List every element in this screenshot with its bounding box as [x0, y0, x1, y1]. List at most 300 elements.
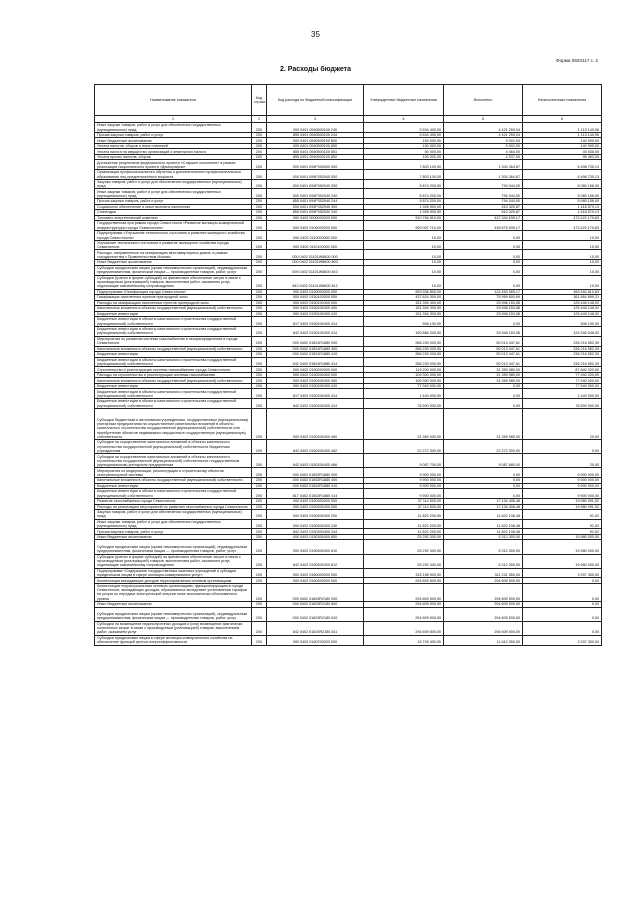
table-row — [95, 265, 602, 275]
row-classification: 000 0402 0150300400 000 — [267, 504, 364, 510]
row-classification: 842 0402 01603R2180 811 — [267, 621, 364, 635]
row-remaining: 236 216 552,39 — [523, 357, 602, 367]
row-code: 200 — [252, 189, 267, 199]
row-name: Иные закупки товаров, работ и услуг для обеспечения государственных (муниципальных) нужд — [95, 519, 252, 529]
row-code: 200 — [252, 399, 267, 409]
row-approved: 77 940 000,00 — [364, 383, 444, 389]
header-code: Код строки — [252, 85, 267, 116]
page-number: 35 — [311, 30, 320, 39]
row-code: 200 — [252, 454, 267, 468]
table-row — [95, 336, 602, 346]
row-classification: 000 0402 0110100000 000 — [267, 240, 364, 250]
row-executed: 294 609 500,00 — [444, 621, 523, 635]
row-remaining: 140 999,00 — [523, 143, 602, 149]
row-name: Бюджетные инвестиции в объекты капитального строительства государственной (муниципальной) собственности — [95, 317, 252, 327]
row-executed: 31 359 980,00 — [444, 367, 523, 373]
row-executed: 9 087 680,00 — [444, 454, 523, 468]
row-code: 200 — [252, 568, 267, 578]
row-executed: 510 320,87 — [444, 210, 523, 216]
row-code: 200 — [252, 378, 267, 384]
row-name: Мероприятия по модернизации, реконструкции и строительству объектов газотранспортной системы — [95, 468, 252, 478]
row-classification: 000 0402 0150100400 000 — [267, 300, 364, 306]
expenses-table — [94, 84, 602, 646]
table-row — [95, 440, 602, 454]
row-code: 200 — [252, 478, 267, 484]
row-classification: 000 0402 01502R1880 410 — [267, 483, 364, 489]
table-body — [95, 123, 602, 646]
row-name: Уплата налога на имущество организаций и земельного налога — [95, 149, 252, 155]
row-executed: 17 134 408,48 — [444, 504, 523, 510]
row-executed: 437 344 639,17 — [444, 215, 523, 221]
row-code: 200 — [252, 372, 267, 378]
row-approved: 286 230 000,00 — [364, 346, 444, 352]
row-classification: 000 0402 0100000000 000 — [267, 221, 364, 231]
row-classification: 000 0402 01501R1880 000 — [267, 336, 364, 346]
row-code: 200 — [252, 540, 267, 554]
row-classification: 000 0401 094P352940 200 — [267, 179, 364, 189]
row-name: Иные бюджетные ассигнования — [95, 534, 252, 540]
row-remaining: 19 980 091,52 — [523, 499, 602, 505]
row-name: Бюджетные инвестиции в объекты капитального строительства государственной (муниципальной) собственности — [95, 489, 252, 499]
row-approved: 25 292 300,00 — [364, 534, 444, 540]
table-row — [95, 408, 602, 439]
row-name: Расходы на реализацию мероприятий по развитию газоснабжения города Севастополя — [95, 504, 252, 510]
row-executed: 0,00 — [444, 478, 523, 484]
row-name: Государственная программа города Севастополя «Развитие жилищно-коммунальной инфраструктуры города Севастополя» — [95, 221, 252, 231]
row-executed: 75 959 600,69 — [444, 295, 523, 301]
row-name: Уплата прочих налогов, сборов — [95, 154, 252, 160]
row-classification: 000 0402 0150200400 410 — [267, 383, 364, 389]
row-remaining: 236 216 552,39 — [523, 346, 602, 352]
row-code: 200 — [252, 317, 267, 327]
row-executed: 11 822 108,48 — [444, 529, 523, 535]
row-approved: 286 230 000,00 — [364, 357, 444, 367]
row-classification: 000 0402 0150300400 810 — [267, 540, 364, 554]
row-classification: 000 0402 0150000000 000 — [267, 289, 364, 295]
row-classification: 000 0402 0150100400 400 — [267, 306, 364, 312]
row-remaining: 236 216 552,39 — [523, 352, 602, 358]
row-approved: 109 300 000,00 — [364, 372, 444, 378]
row-name: Иные бюджетные ассигнования — [95, 260, 252, 266]
row-executed: 294 609 500,00 — [444, 602, 523, 608]
row-name: Улучшение технического состояния и развитие жилищного хозяйства города Севастополя — [95, 240, 252, 250]
row-classification: 000 0402 0150300000 000 — [267, 499, 364, 505]
row-executed: 0,00 — [444, 383, 523, 389]
row-code: 200 — [252, 504, 267, 510]
row-remaining: 125 448 146,92 — [523, 306, 602, 312]
row-name: Бюджетные инвестиции — [95, 483, 252, 489]
row-remaining: 3 937 350,00 — [523, 568, 602, 578]
row-executed: 4 537,00 — [444, 154, 523, 160]
row-classification: 842 0402 0150100400 414 — [267, 326, 364, 336]
row-approved: 5 874 200,00 — [364, 199, 444, 205]
row-executed: 0,00 — [444, 250, 523, 260]
row-executed: 9 001,00 — [444, 143, 523, 149]
row-approved: 10,00 — [364, 240, 444, 250]
row-code: 200 — [252, 143, 267, 149]
row-remaining: 19 980 091,52 — [523, 504, 602, 510]
table-row — [95, 357, 602, 367]
row-remaining: 91,52 — [523, 529, 602, 535]
table-row — [95, 554, 602, 568]
row-classification: 000 0401 0940500100 800 — [267, 138, 364, 144]
row-approved: 1 928 900,00 — [364, 204, 444, 210]
row-classification: 000 0401 0940500100 240 — [267, 123, 364, 133]
row-remaining: 77 940 020,00 — [523, 372, 602, 378]
row-approved: 11 822 200,00 — [364, 529, 444, 535]
row-executed: 794 044,00 — [444, 189, 523, 199]
row-classification: 855 0401 094P352940 244 — [267, 199, 364, 205]
row-executed: 50 013 447,61 — [444, 352, 523, 358]
row-approved: 150 000,00 — [364, 138, 444, 144]
row-executed: 0,00 — [444, 265, 523, 275]
row-name: Иные бюджетные ассигнования — [95, 138, 252, 144]
row-classification: 000 0401 094P352940 240 — [267, 189, 364, 199]
row-name: Компенсация выпадающих доходов территориальным сетевым организациям — [95, 578, 252, 584]
row-code: 200 — [252, 123, 267, 133]
row-name: Подпрограмма «Газификация города Севастополя» — [95, 289, 252, 295]
row-classification: 000 0402 01501R1880 400 — [267, 346, 364, 352]
row-executed: 17 134 408,48 — [444, 499, 523, 505]
row-executed: 510 320,87 — [444, 204, 523, 210]
row-executed: 11 822 108,48 — [444, 510, 523, 520]
table-row — [95, 123, 602, 133]
row-approved: 10,00 — [364, 231, 444, 241]
row-classification: 842 0402 0150200400 414 — [267, 399, 364, 409]
table-row — [95, 389, 602, 399]
row-approved: 7 803 100,00 — [364, 170, 444, 180]
row-code: 200 — [252, 489, 267, 499]
row-name: Подпрограмма «Содержание государственных казенных учреждений и субсидии юридическим лицам в сфере жилищно-коммунальных услуг» — [95, 568, 252, 578]
row-name: Закупка товаров, работ и услуг для обеспечения государственных (муниципальных) нужд — [95, 179, 252, 189]
row-approved: 31 360 000,00 — [364, 408, 444, 439]
row-executed: 5 312 300,00 — [444, 540, 523, 554]
row-name: Субсидии юридическим лицам (кроме некоммерческих организаций), индивидуальным предпринимателям, физическим лицам — производителям товаров, работ, услуг — [95, 265, 252, 275]
row-code: 200 — [252, 529, 267, 535]
row-executed: 0,00 — [444, 468, 523, 478]
row-remaining: 9 900 000,00 — [523, 468, 602, 478]
row-code: 200 — [252, 210, 267, 216]
row-approved: 294 609 500,00 — [364, 583, 444, 601]
row-name: Прочая закупка товаров, работ и услуг — [95, 199, 252, 205]
row-code: 200 — [252, 352, 267, 358]
row-executed: 0,00 — [444, 260, 523, 266]
row-executed: 31 359 980,00 — [444, 378, 523, 384]
table-row — [95, 250, 602, 260]
row-remaining: 508 100,00 — [523, 317, 602, 327]
table-row — [95, 326, 602, 336]
row-approved: 76 500 000,00 — [364, 399, 444, 409]
row-approved: 286 230 000,00 — [364, 352, 444, 358]
row-remaining: 77 940 000,00 — [523, 383, 602, 389]
row-remaining: 76 500 000,00 — [523, 399, 602, 409]
row-executed: 311 221 550,00 — [444, 568, 523, 578]
row-name: Субсидии (гранты в форме субсидий) на финансовое обеспечение затрат в связи с производством (реализацией) товаров, выполнением работ, оказанием услуг, подлежащие казначейскому сопровождению — [95, 275, 252, 289]
row-code: 200 — [252, 357, 267, 367]
row-remaining: 5 080 156,00 — [523, 189, 602, 199]
row-name: Субсидии на осуществление капитальных вложений в объекты капитального строительства государственной (муниципальной) собственности государственным (муниципальным) унитарным предприятиям — [95, 454, 252, 468]
row-executed: 11 812 050,00 — [444, 635, 523, 645]
row-classification: 842 0402 0150300400 244 — [267, 529, 364, 535]
row-remaining: 125 448 146,92 — [523, 311, 602, 317]
row-name: Иные бюджетные ассигнования — [95, 602, 252, 608]
row-classification: 000 0402 01101W8600 000 — [267, 250, 364, 260]
row-remaining: 361 664 699,31 — [523, 295, 602, 301]
row-remaining: 140 999,00 — [523, 138, 602, 144]
row-approved: 11 822 200,00 — [364, 510, 444, 520]
row-remaining: 6 498 735,13 — [523, 160, 602, 170]
column-index: 5 — [444, 116, 523, 123]
row-executed: 5 312 300,00 — [444, 554, 523, 568]
column-index: 2 — [252, 116, 267, 123]
row-name: Строительство и реконструкция системы газоснабжения города Севастополя — [95, 367, 252, 373]
row-executed: 50 013 447,61 — [444, 357, 523, 367]
row-name: Социальное обеспечение и иные выплаты населению — [95, 204, 252, 210]
row-approved: 151 394 300,00 — [364, 306, 444, 312]
row-name: Газификация населенных пунктов пригородной зоны — [95, 295, 252, 301]
row-executed: 124 453 989,17 — [444, 289, 523, 295]
row-name: Капитальные вложения в объекты государственной (муниципальной) собственности — [95, 478, 252, 484]
row-code: 200 — [252, 483, 267, 489]
row-code: 200 — [252, 221, 267, 231]
table-row — [95, 621, 602, 635]
row-remaining: 19 980 000,00 — [523, 540, 602, 554]
row-name: Субсидии юридическим лицам в сфере жилищно-коммунального хозяйства на обеспечение функций центра энергоэффективности — [95, 635, 252, 645]
row-name: Капитальные вложения в объекты государственной (муниципальной) собственности — [95, 346, 252, 352]
row-name: Субсидии (гранты в форме субсидий) на финансовое обеспечение затрат в связи с производством (реализацией) товаров, выполнением работ, оказанием услуг, подлежащие казначейскому сопровождению — [95, 554, 252, 568]
row-executed: 25 946 153,08 — [444, 306, 523, 312]
row-executed: 294 609 500,00 — [444, 578, 523, 584]
row-remaining: 1 418 579,13 — [523, 204, 602, 210]
row-code: 200 — [252, 240, 267, 250]
row-code: 200 — [252, 275, 267, 289]
column-index: 4 — [364, 116, 444, 123]
row-code: 200 — [252, 300, 267, 306]
row-code: 200 — [252, 602, 267, 608]
row-classification: 000 0402 0150300400 200 — [267, 510, 364, 520]
row-code: 200 — [252, 204, 267, 210]
table-row — [95, 399, 602, 409]
table-row — [95, 583, 602, 601]
row-name: Иные закупки товаров, работ и услуг для обеспечения государственных (муниципальных) нужд — [95, 189, 252, 199]
row-remaining: 19 980 000,00 — [523, 534, 602, 540]
row-code: 200 — [252, 519, 267, 529]
table-row — [95, 468, 602, 478]
table-row — [95, 519, 602, 529]
header-executed: Исполнено — [444, 85, 523, 116]
table-row — [95, 635, 602, 645]
row-approved: 37 114 500,00 — [364, 504, 444, 510]
row-name: Бюджетные инвестиции в объекты капитального строительства государственной (муниципальной) собственности — [95, 399, 252, 409]
row-classification: 000 0402 01101W8600 800 — [267, 260, 364, 266]
row-executed: 0,00 — [444, 483, 523, 489]
row-executed: 0,00 — [444, 317, 523, 327]
row-approved: 7 803 100,00 — [364, 160, 444, 170]
column-index: 6 — [523, 116, 602, 123]
row-name: Прочая закупка товаров, работ и услуг — [95, 132, 252, 138]
row-name: Бюджетные инвестиции в объекты капитального строительства государственной (муниципальной) собственности — [95, 357, 252, 367]
row-remaining: 10,00 — [523, 260, 602, 266]
row-executed: 0,00 — [444, 231, 523, 241]
row-name: Расходы на газификацию населенных пунктов пригородной зоны — [95, 300, 252, 306]
row-remaining: 0,00 — [523, 621, 602, 635]
row-code: 200 — [252, 231, 267, 241]
row-remaining: 95 463,00 — [523, 154, 602, 160]
row-executed: 31 359 980,00 — [444, 372, 523, 378]
row-remaining: 473 422 170,83 — [523, 215, 602, 221]
row-remaining: 1 113 140,96 — [523, 123, 602, 133]
row-classification: 817 0402 0150100400 414 — [267, 317, 364, 327]
row-approved: 10,00 — [364, 260, 444, 266]
row-classification: 000 0402 0000000000 000 — [267, 215, 364, 221]
row-approved: 5 874 200,00 — [364, 189, 444, 199]
row-code: 200 — [252, 408, 267, 439]
row-approved: 10,00 — [364, 275, 444, 289]
row-executed: 294 609 500,00 — [444, 607, 523, 621]
table-row — [95, 221, 602, 231]
row-remaining: 9 900 000,00 — [523, 489, 602, 499]
row-remaining: 19 980 000,00 — [523, 554, 602, 568]
row-approved: 9 087 700,00 — [364, 454, 444, 468]
row-executed: 435 675 539,17 — [444, 221, 523, 231]
row-code: 200 — [252, 132, 267, 138]
table-header-row — [95, 85, 602, 116]
row-executed: 4 464,00 — [444, 149, 523, 155]
row-code: 200 — [252, 154, 267, 160]
row-executed: 0,00 — [444, 489, 523, 499]
row-remaining: 9 900 000,00 — [523, 478, 602, 484]
row-classification: 000 0401 0940500100 850 — [267, 143, 364, 149]
row-name: Бюджетные инвестиции в объекты капитального строительства государственной (муниципальной) собственности — [95, 326, 252, 336]
row-remaining: 10,00 — [523, 240, 602, 250]
row-classification: 000 0402 0160700000 000 — [267, 635, 364, 645]
row-executed: 1 304 364,87 — [444, 160, 523, 170]
table-row — [95, 179, 602, 189]
row-code: 200 — [252, 250, 267, 260]
row-approved: 150 000,00 — [364, 143, 444, 149]
row-classification: 000 0402 0150300400 240 — [267, 519, 364, 529]
row-name: Капитальные вложения в объекты государственной (муниципальной) собственности — [95, 306, 252, 312]
row-approved: 9 900 000,00 — [364, 478, 444, 484]
row-executed: 50 013 447,61 — [444, 336, 523, 346]
table-row — [95, 540, 602, 554]
table-row — [95, 275, 602, 289]
row-approved: 151 394 300,00 — [364, 300, 444, 306]
row-classification: 000 0402 0150200400 460 — [267, 408, 364, 439]
table-row — [95, 189, 602, 199]
row-approved: 294 609 500,00 — [364, 602, 444, 608]
row-approved: 10,00 — [364, 250, 444, 260]
row-code: 200 — [252, 389, 267, 399]
table-row — [95, 489, 602, 499]
row-approved: 11 822 200,00 — [364, 519, 444, 529]
row-name: Топливно-энергетический комплекс — [95, 215, 252, 221]
row-name: Субсидии юридическим лицам (кроме некоммерческих организаций), индивидуальным предпринимателям, физическим лицам — производителям товаров, работ, услуг — [95, 607, 252, 621]
row-remaining: 45 536,00 — [523, 149, 602, 155]
row-executed: 5 312 300,00 — [444, 534, 523, 540]
row-approved: 150 886 200,00 — [364, 326, 444, 336]
row-remaining: 125 448 146,92 — [523, 300, 602, 306]
table-row — [95, 170, 602, 180]
row-approved: 5 874 200,00 — [364, 179, 444, 189]
row-classification: 000 0402 01101W8600 810 — [267, 265, 364, 275]
row-approved: 9 900 000,00 — [364, 468, 444, 478]
row-classification: 000 0402 0150100000 000 — [267, 295, 364, 301]
row-name: Расходы на строительство и реконструкцию системы газоснабжения — [95, 372, 252, 378]
row-remaining: 6 498 735,13 — [523, 170, 602, 180]
row-executed: 25 946 153,08 — [444, 300, 523, 306]
row-name: Развитие газоснабжения города Севастополя — [95, 499, 252, 505]
row-code: 200 — [252, 260, 267, 266]
row-approved: 25 292 300,00 — [364, 540, 444, 554]
row-remaining: 236 216 552,39 — [523, 336, 602, 346]
row-remaining: 20,00 — [523, 408, 602, 439]
row-remaining: 91,52 — [523, 510, 602, 520]
row-code: 200 — [252, 311, 267, 317]
row-approved: 10,00 — [364, 265, 444, 275]
row-classification: 000 0402 01501R1880 410 — [267, 352, 364, 358]
row-classification: 000 0402 0150300400 800 — [267, 534, 364, 540]
row-classification: 000 0402 0160300000 000 — [267, 578, 364, 584]
row-remaining: 0,00 — [523, 583, 602, 601]
row-code: 200 — [252, 346, 267, 352]
row-approved: 15 749 400,00 — [364, 635, 444, 645]
table-row — [95, 454, 602, 468]
row-executed: 794 044,00 — [444, 199, 523, 205]
row-code: 200 — [252, 607, 267, 621]
row-executed: 794 044,00 — [444, 179, 523, 189]
row-remaining: 1 113 140,96 — [523, 132, 602, 138]
row-remaining: 87 840 020,00 — [523, 367, 602, 373]
row-code: 200 — [252, 534, 267, 540]
section-title: 2. Расходы бюджета — [280, 66, 351, 73]
row-classification: 000 0402 0150100400 410 — [267, 311, 364, 317]
row-name: Бюджетные инвестиции — [95, 383, 252, 389]
row-approved: 294 609 500,00 — [364, 621, 444, 635]
row-code: 200 — [252, 510, 267, 520]
row-code: 200 — [252, 635, 267, 645]
row-approved: 508 100,00 — [364, 317, 444, 327]
row-remaining: 0,00 — [523, 440, 602, 454]
row-name: Организация профессионального обучения и дополнительного профессионального образования лиц предпенсионного возраста — [95, 170, 252, 180]
row-classification: 000 0402 01603R2180 810 — [267, 607, 364, 621]
row-classification: 000 0401 094P352940 300 — [267, 204, 364, 210]
row-remaining: 20,00 — [523, 454, 602, 468]
row-code: 200 — [252, 306, 267, 312]
row-code: 200 — [252, 265, 267, 275]
row-approved: 151 394 300,00 — [364, 311, 444, 317]
row-remaining: 9 900 000,00 — [523, 483, 602, 489]
row-executed: 4 421 259,04 — [444, 123, 523, 133]
row-executed: 294 609 500,00 — [444, 583, 523, 601]
row-approved: 25 292 300,00 — [364, 554, 444, 568]
row-remaining: 10,00 — [523, 231, 602, 241]
row-remaining: 3 937 350,00 — [523, 635, 602, 645]
row-name: Расходы, направленные на газификацию многоквартирных домов, в рамках сотрудничества с Правительством Москвы — [95, 250, 252, 260]
row-remaining: 469 484 810,83 — [523, 289, 602, 295]
row-code: 200 — [252, 199, 267, 205]
row-approved: 294 609 500,00 — [364, 578, 444, 584]
row-remaining: 124 940 046,92 — [523, 326, 602, 336]
header-remaining: Неисполненные назначения — [523, 85, 602, 116]
row-code: 200 — [252, 578, 267, 584]
column-index-row — [95, 116, 602, 123]
row-name: Уплата налогов, сборов и иных платежей — [95, 143, 252, 149]
row-code: 200 — [252, 138, 267, 144]
row-name: Мероприятия по развитию системы газоснабжения и газораспределения в городе Севастополе — [95, 336, 252, 346]
row-classification: 855 0401 094P352940 340 — [267, 210, 364, 216]
row-remaining: 10,00 — [523, 265, 602, 275]
